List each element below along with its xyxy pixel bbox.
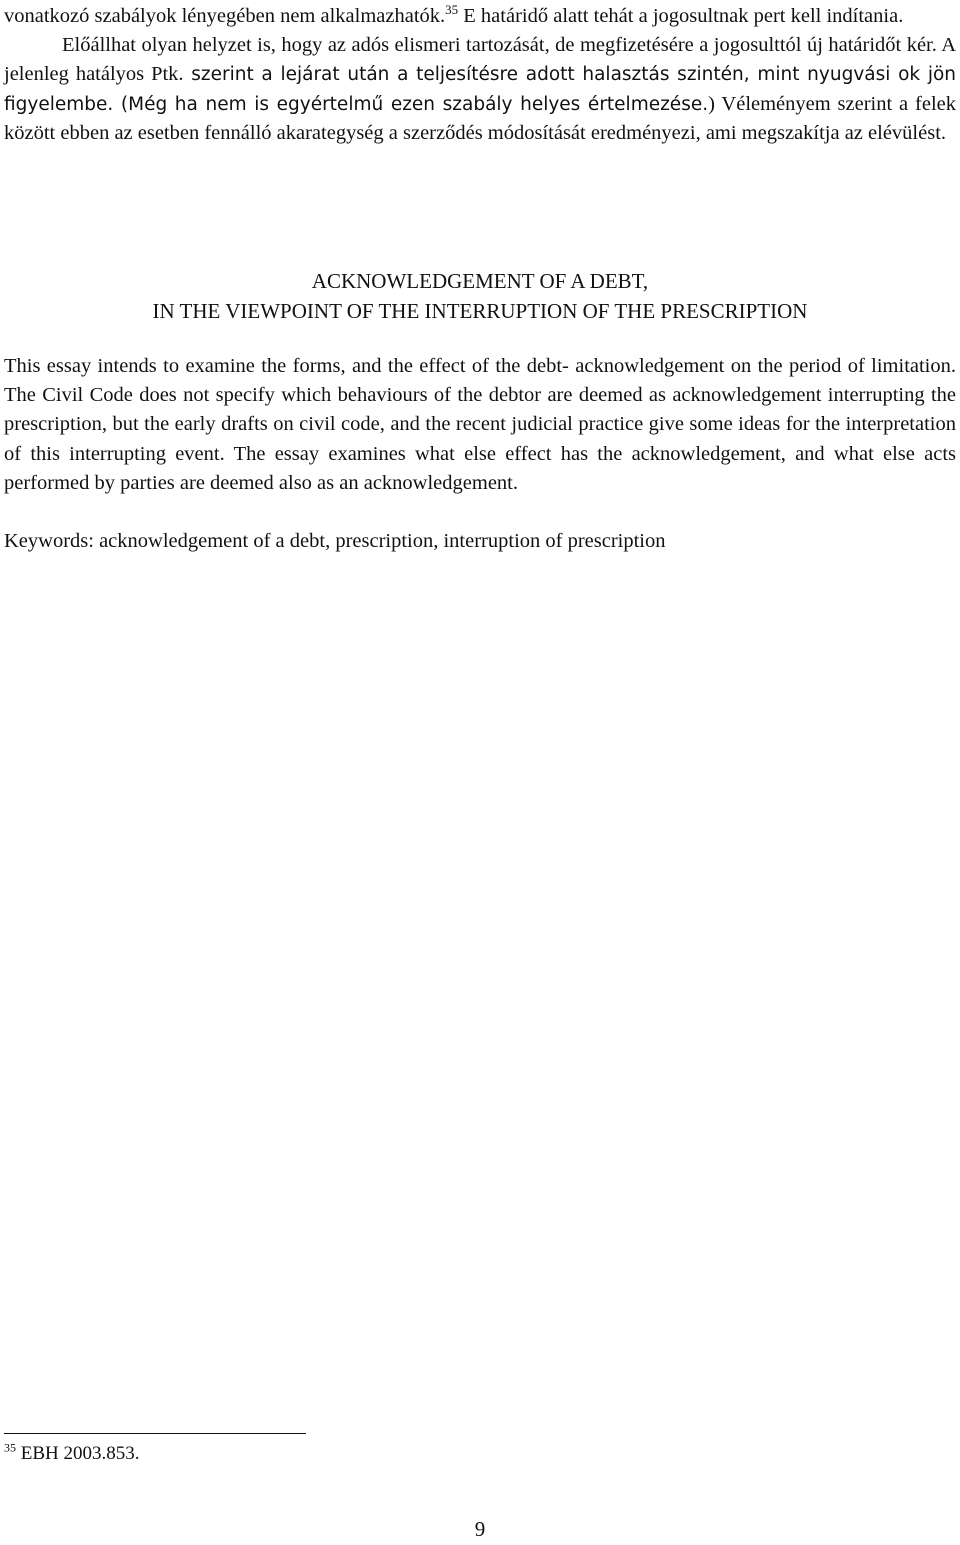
footnote-text: EBH 2003.853. bbox=[16, 1443, 140, 1464]
footnote-separator bbox=[4, 1433, 306, 1434]
intro-p2-text-c: ) Véleményem szerint a felek között ebben az esetben fennálló akarategység a szerződés módosítását eredményezi, ami megszakítja az elévülést. bbox=[4, 92, 956, 144]
intro-p2-text-a: Előállhat olyan helyzet is, hogy az adós elismeri tartozását, de megfizetésére a jogosulttól új határidőt kér. A jelenleg hatályos Ptk. bbox=[4, 34, 956, 86]
intro-p1-text-b: E határidő alatt tehát a jogosultnak pert kell indítania. bbox=[458, 5, 904, 27]
footnote-number: 35 bbox=[4, 1440, 16, 1455]
english-title-line-1: ACKNOWLEDGEMENT OF A DEBT, bbox=[311, 269, 649, 293]
intro-p2-text-b: szerint a lejárat után a teljesítésre adott halasztás szintén, mint nyugvási ok jön figyelembe. (Még ha nem is egyértelmű ezen szabály helyes értelmezése. bbox=[4, 64, 957, 115]
footnote-reference[interactable]: 35 bbox=[445, 2, 459, 18]
abstract-paragraph: This essay intends to examine the forms, and the effect of the debt- acknowledgement on the period of limitation. The Civil Code does not specify which behaviours of the debtor are deemed as acknowledgement interrupting the prescription, but the early drafts on civil code, and the recent judicial practice give some ideas for the interpretation of this interrupting event. The essay examines what else effect has the acknowledgement, and what else acts performed by parties are deemed also as an acknowledgement. bbox=[4, 355, 956, 494]
english-title bbox=[4, 266, 956, 326]
footnote bbox=[4, 1441, 140, 1467]
keywords-line: Keywords: acknowledgement of a debt, prescription, interruption of prescription bbox=[4, 530, 666, 552]
abstract-section bbox=[4, 352, 956, 498]
intro-paragraph-2 bbox=[4, 31, 956, 148]
page-number: 9 bbox=[474, 1517, 486, 1541]
intro-p1-text-a: vonatkozó szabályok lényegében nem alkalmazhatók. bbox=[4, 5, 446, 27]
intro-section bbox=[4, 2, 956, 148]
intro-paragraph-1 bbox=[4, 2, 956, 31]
english-title-line-2: IN THE VIEWPOINT OF THE INTERRUPTION OF THE PRESCRIPTION bbox=[152, 299, 808, 323]
